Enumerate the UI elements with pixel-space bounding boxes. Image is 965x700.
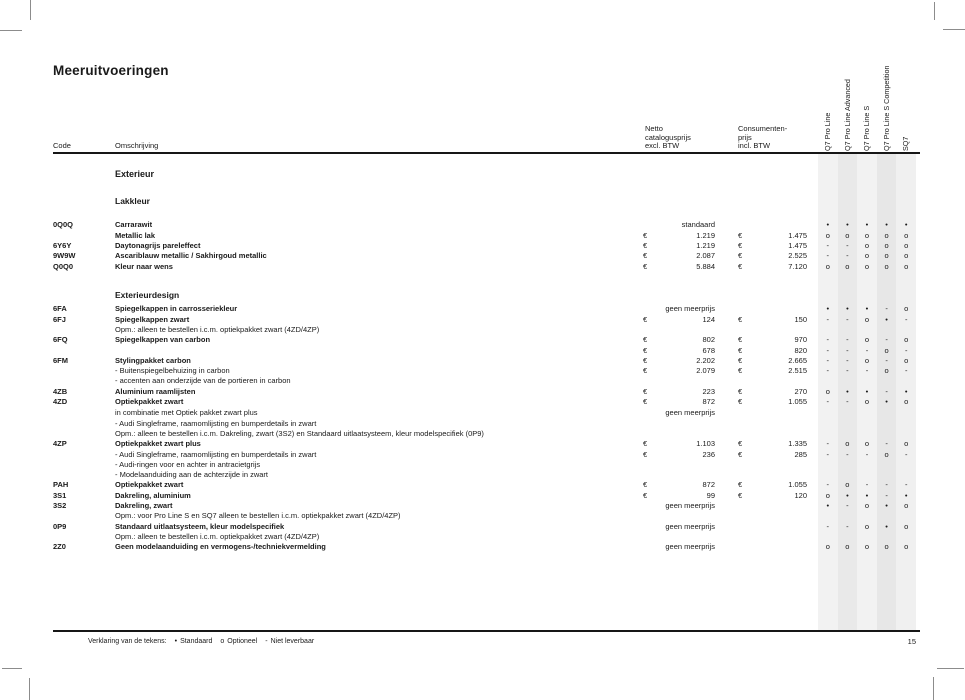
section-heading-exterieur: Exterieur	[115, 169, 155, 179]
option-code: 6FA	[53, 304, 67, 314]
mark-not-available: -	[904, 449, 908, 459]
consumer-price: 2.525	[788, 251, 807, 261]
crop-mark	[29, 678, 30, 700]
net-price: 236	[702, 449, 715, 459]
mark-not-available: -	[826, 251, 830, 261]
option-description: Opm.: alleen te bestellen i.c.m. optiekpakket zwart (4ZD/4ZP)	[115, 531, 320, 541]
option-code: 6FM	[53, 355, 68, 365]
not-available-mark: -	[265, 638, 268, 645]
mark-not-available: -	[846, 501, 849, 511]
option-description: Opm.: alleen te bestellen i.c.m. optiekpakket zwart (4ZD/4ZP)	[115, 324, 320, 334]
mark-not-available: -	[826, 480, 830, 490]
mark-not-available: -	[826, 366, 830, 376]
mark-optional: o	[825, 230, 830, 240]
mark-optional: o	[864, 542, 870, 552]
consumer-price: 150	[794, 314, 807, 324]
header-rule	[53, 152, 920, 154]
mark-optional: o	[884, 261, 889, 271]
legend-item-not-available	[265, 638, 314, 645]
table-row	[0, 511, 965, 521]
table-row	[0, 532, 965, 542]
euro-sign: €	[738, 261, 743, 271]
mark-optional: o	[904, 230, 909, 240]
mark-not-available: -	[904, 345, 908, 355]
mark-standard: •	[865, 490, 869, 500]
mark-optional: o	[845, 542, 850, 552]
mark-not-available: -	[846, 345, 849, 355]
mark-optional: o	[864, 355, 870, 365]
euro-sign: €	[643, 251, 648, 261]
option-code: 9W9W	[53, 251, 76, 261]
option-code: 6FQ	[53, 335, 68, 345]
mark-optional: o	[864, 521, 870, 531]
page-title: Meeruitvoeringen	[53, 63, 169, 78]
crop-mark	[933, 677, 934, 700]
consumer-price: 970	[794, 335, 807, 345]
mark-optional: o	[904, 355, 909, 365]
table-row	[0, 387, 965, 397]
option-description: Kleur naar wens	[115, 261, 173, 271]
mark-not-available: -	[826, 521, 830, 531]
option-description: - Audi Singleframe, raamomlijsting en bumperdetails in zwart	[115, 418, 317, 428]
mark-optional: o	[904, 240, 909, 250]
mark-not-available: -	[826, 314, 830, 324]
mark-optional: o	[864, 230, 870, 240]
mark-not-available: -	[826, 355, 830, 365]
mark-not-available: -	[846, 355, 849, 365]
crop-mark	[2, 668, 22, 669]
price-note: geen meerprijs	[665, 521, 715, 531]
mark-standard: •	[865, 304, 869, 314]
net-price: 2.079	[696, 366, 715, 376]
column-header-line: excl. BTW	[645, 141, 680, 151]
table-row	[0, 419, 965, 429]
mark-standard: •	[846, 220, 849, 230]
legend-item-standard	[175, 638, 213, 645]
net-price: 223	[702, 386, 715, 396]
euro-sign: €	[738, 335, 743, 345]
mark-not-available: -	[885, 335, 888, 345]
euro-sign: €	[738, 251, 743, 261]
consumer-price: 1.475	[788, 230, 807, 240]
column-header-line: Netto	[645, 124, 663, 133]
section-heading-lakkleur: Lakkleur	[115, 196, 150, 206]
footer-rule	[53, 630, 920, 632]
table-row	[0, 397, 965, 407]
mark-optional: o	[904, 251, 909, 261]
mark-standard: •	[826, 501, 830, 511]
table-section-lakkleur	[0, 220, 965, 271]
consumer-price: 820	[794, 345, 807, 355]
mark-not-available: -	[826, 240, 830, 250]
mark-not-available: -	[885, 480, 888, 490]
mark-not-available: -	[846, 314, 849, 324]
mark-optional: o	[845, 230, 850, 240]
mark-optional: o	[825, 542, 830, 552]
table-row	[0, 542, 965, 552]
price-note: geen meerprijs	[665, 408, 715, 418]
mark-standard: •	[904, 220, 908, 230]
mark-optional: o	[825, 490, 830, 500]
option-description: Opm.: voor Pro Line S en SQ7 alleen te bestellen i.c.m. optiekpakket zwart (4ZD/4ZP)	[115, 511, 401, 521]
mark-optional: o	[884, 251, 889, 261]
table-row	[0, 356, 965, 366]
table-row	[0, 522, 965, 532]
table-row	[0, 491, 965, 501]
mark-optional: o	[884, 345, 889, 355]
option-code: 0Q0Q	[53, 220, 74, 230]
option-description: Aluminium raamlijsten	[115, 386, 196, 396]
net-price: 872	[702, 397, 715, 407]
net-price: 2.087	[696, 251, 715, 261]
euro-sign: €	[738, 345, 743, 355]
legend-item-label: Niet leverbaar	[270, 638, 315, 645]
section-heading-exterieurdesign: Exterieurdesign	[115, 290, 180, 300]
mark-standard: •	[904, 490, 908, 500]
euro-sign: €	[738, 449, 743, 459]
option-code: 6FJ	[53, 314, 66, 324]
table-row	[0, 376, 965, 386]
consumer-price: 1.055	[788, 480, 807, 490]
euro-sign: €	[738, 314, 743, 324]
option-description: Carrarawit	[115, 220, 153, 230]
euro-sign: €	[738, 397, 743, 407]
mark-not-available: -	[904, 366, 908, 376]
euro-sign: €	[643, 355, 648, 365]
euro-sign: €	[643, 366, 648, 376]
mark-optional: o	[825, 261, 830, 271]
mark-optional: o	[884, 449, 889, 459]
mark-optional: o	[864, 439, 870, 449]
net-price: 872	[702, 480, 715, 490]
mark-not-available: -	[885, 490, 888, 500]
legend-item-label: Optioneel	[227, 638, 258, 645]
option-description: Ascariblauw metallic / Sakhirgoud metallic	[115, 251, 267, 261]
table-section-exterieurdesign	[0, 304, 965, 407]
crop-mark	[0, 30, 22, 31]
mark-not-available: -	[865, 345, 869, 355]
net-price: 5.884	[696, 261, 715, 271]
table-row	[0, 325, 965, 335]
column-header-net-price	[645, 125, 691, 151]
mark-not-available: -	[846, 449, 849, 459]
table-row	[0, 366, 965, 376]
consumer-price: 270	[794, 386, 807, 396]
column-header-q7-pro-line-s-competition: Q7 Pro Line S Competition	[881, 65, 891, 151]
net-price: 1.103	[696, 439, 715, 449]
table-row	[0, 501, 965, 511]
price-note: geen meerprijs	[665, 304, 715, 314]
euro-sign: €	[643, 439, 648, 449]
mark-optional: o	[884, 542, 889, 552]
table-row	[0, 241, 965, 251]
euro-sign: €	[738, 386, 743, 396]
table-row	[0, 315, 965, 325]
euro-sign: €	[738, 230, 743, 240]
column-header-description: Omschrijving	[115, 141, 159, 150]
consumer-price: 120	[794, 490, 807, 500]
mark-not-available: -	[826, 439, 830, 449]
option-code: 4ZP	[53, 439, 67, 449]
mark-optional: o	[904, 439, 909, 449]
mark-optional: o	[845, 439, 850, 449]
consumer-price: 1.475	[788, 240, 807, 250]
option-description: - Audi-ringen voor en achter in antracietgrijs	[115, 459, 261, 469]
price-note: geen meerprijs	[665, 542, 715, 552]
legend-item-label: Standaard	[180, 638, 213, 645]
euro-sign: €	[643, 240, 648, 250]
euro-sign: €	[738, 480, 743, 490]
option-code: 4ZB	[53, 386, 68, 396]
option-description: Standaard uitlaatsysteem, kleur modelspecifiek	[115, 521, 285, 531]
euro-sign: €	[643, 490, 648, 500]
mark-optional: o	[864, 335, 870, 345]
mark-standard: •	[865, 220, 869, 230]
net-price: 1.219	[696, 240, 715, 250]
mark-optional: o	[864, 501, 870, 511]
euro-sign: €	[643, 397, 648, 407]
mark-not-available: -	[846, 335, 849, 345]
column-header-line: catalogusprijs	[645, 132, 691, 142]
mark-standard: •	[885, 501, 888, 511]
mark-optional: o	[904, 521, 909, 531]
mark-optional: o	[864, 251, 870, 261]
option-description: Metallic lak	[115, 230, 156, 240]
mark-not-available: -	[865, 366, 869, 376]
mark-standard: •	[846, 304, 849, 314]
mark-optional: o	[845, 480, 850, 490]
mark-optional: o	[884, 240, 889, 250]
option-description: Dakreling, zwart	[115, 501, 173, 511]
option-description: Opm.: alleen te bestellen i.c.m. Dakreling, zwart (3S2) en Standaard uitlaatsysteem, kleur modelspecifiek (0P9)	[115, 428, 484, 438]
euro-sign: €	[738, 366, 743, 376]
euro-sign: €	[738, 439, 743, 449]
option-description: Optiekpakket zwart	[115, 480, 184, 490]
mark-standard: •	[846, 490, 849, 500]
mark-optional: o	[904, 304, 909, 314]
mark-optional: o	[864, 240, 870, 250]
mark-standard: •	[885, 397, 888, 407]
net-price: 1.219	[696, 230, 715, 240]
mark-optional: o	[864, 397, 870, 407]
option-description: Spiegelkappen zwart	[115, 314, 190, 324]
euro-sign: €	[738, 240, 743, 250]
crop-mark	[943, 29, 965, 30]
option-description: - Modelaanduiding aan de achterzijde in zwart	[115, 470, 269, 480]
net-price: 2.202	[696, 355, 715, 365]
mark-not-available: -	[885, 355, 888, 365]
mark-not-available: -	[885, 386, 888, 396]
column-header-line: prijs	[738, 132, 752, 142]
option-code: 3S2	[53, 501, 67, 511]
consumer-price: 285	[794, 449, 807, 459]
mark-optional: o	[884, 366, 889, 376]
net-price: 802	[702, 335, 715, 345]
mark-optional: o	[904, 397, 909, 407]
mark-standard: •	[885, 521, 888, 531]
table-row	[0, 231, 965, 241]
table-row	[0, 408, 965, 418]
mark-optional: o	[864, 314, 870, 324]
crop-mark	[937, 668, 964, 669]
option-code: Q0Q0	[53, 261, 74, 271]
mark-not-available: -	[846, 366, 849, 376]
consumer-price: 1.055	[788, 397, 807, 407]
net-price: 124	[702, 314, 715, 324]
option-code: 4ZD	[53, 397, 68, 407]
mark-standard: •	[826, 220, 830, 230]
consumer-price: 2.515	[788, 366, 807, 376]
net-price: 678	[702, 345, 715, 355]
optional-mark: o	[220, 638, 225, 645]
option-code: 3S1	[53, 490, 67, 500]
legend-item-optional	[220, 638, 257, 645]
mark-optional: o	[904, 261, 909, 271]
mark-not-available: -	[846, 251, 849, 261]
euro-sign: €	[738, 490, 743, 500]
option-code: 2Z0	[53, 542, 66, 552]
table-row	[0, 335, 965, 345]
table-row	[0, 460, 965, 470]
option-description: - Audi Singleframe, raamomlijsting en bumperdetails in zwart	[115, 449, 317, 459]
euro-sign: €	[738, 355, 743, 365]
option-description: Stylingpakket carbon	[115, 355, 191, 365]
mark-not-available: -	[885, 439, 888, 449]
table-row	[0, 429, 965, 439]
column-header-line: Consumenten-	[738, 124, 788, 133]
mark-standard: •	[885, 220, 888, 230]
mark-standard: •	[865, 386, 869, 396]
option-description: Dakreling, aluminium	[115, 490, 191, 500]
column-header-line: incl. BTW	[738, 141, 771, 151]
mark-not-available: -	[826, 397, 830, 407]
mark-not-available: -	[865, 480, 869, 490]
mark-standard: •	[885, 314, 888, 324]
column-header-q7-pro-line-advanced: Q7 Pro Line Advanced	[842, 79, 852, 151]
mark-standard: •	[904, 386, 908, 396]
mark-optional: o	[904, 542, 909, 552]
option-description: Optiekpakket zwart	[115, 397, 184, 407]
crop-mark	[934, 2, 935, 20]
net-price: 99	[706, 490, 715, 500]
standard-mark: •	[174, 638, 178, 645]
mark-standard: •	[826, 304, 830, 314]
table-section-optiekpakketten	[0, 408, 965, 552]
mark-not-available: -	[865, 449, 869, 459]
column-header-sq7: SQ7	[901, 136, 911, 151]
column-header-q7-pro-line: Q7 Pro Line	[823, 112, 832, 151]
table-row	[0, 251, 965, 261]
mark-optional: o	[845, 261, 850, 271]
table-row	[0, 304, 965, 314]
euro-sign: €	[643, 261, 648, 271]
table-row	[0, 346, 965, 356]
mark-optional: o	[884, 230, 889, 240]
legend-label: Verklaring van de tekens:	[88, 638, 167, 645]
mark-not-available: -	[826, 335, 830, 345]
mark-not-available: -	[846, 240, 849, 250]
option-code: 0P9	[53, 521, 67, 531]
euro-sign: €	[643, 386, 648, 396]
page-number: 15	[907, 637, 916, 646]
table-row	[0, 439, 965, 449]
mark-not-available: -	[904, 480, 908, 490]
table-row	[0, 220, 965, 230]
column-header-code: Code	[53, 141, 71, 150]
euro-sign: €	[643, 230, 648, 240]
option-description: Optiekpakket zwart plus	[115, 439, 201, 449]
euro-sign: €	[643, 335, 648, 345]
mark-not-available: -	[826, 345, 830, 355]
table-row	[0, 450, 965, 460]
mark-standard: •	[846, 386, 849, 396]
option-code: PAH	[53, 480, 69, 490]
option-description: Spiegelkappen van carbon	[115, 335, 211, 345]
price-note: geen meerprijs	[665, 501, 715, 511]
option-description: in combinatie met Optiek pakket zwart plus	[115, 408, 258, 418]
consumer-price: 7.120	[788, 261, 807, 271]
euro-sign: €	[643, 480, 648, 490]
table-row	[0, 480, 965, 490]
mark-not-available: -	[846, 521, 849, 531]
column-header-q7-pro-line-s: Q7 Pro Line S	[862, 105, 872, 151]
euro-sign: €	[643, 449, 648, 459]
mark-not-available: -	[885, 304, 888, 314]
consumer-price: 1.335	[788, 439, 807, 449]
euro-sign: €	[643, 345, 648, 355]
option-description: - accenten aan onderzijde van de portieren in carbon	[115, 376, 291, 386]
crop-mark	[30, 0, 31, 20]
table-row	[0, 262, 965, 272]
column-header-consumer-price	[738, 125, 787, 151]
option-code: 6Y6Y	[53, 240, 72, 250]
option-description: Spiegelkappen in carrosseriekleur	[115, 304, 238, 314]
consumer-price: 2.665	[788, 355, 807, 365]
mark-not-available: -	[904, 314, 908, 324]
mark-optional: o	[825, 386, 830, 396]
option-description: - Buitenspiegelbehuizing in carbon	[115, 366, 230, 376]
mark-not-available: -	[846, 397, 849, 407]
option-description: Geen modelaanduiding en vermogens-/techniekvermelding	[115, 542, 326, 552]
mark-optional: o	[904, 501, 909, 511]
mark-not-available: -	[826, 449, 830, 459]
symbols-legend	[88, 638, 314, 645]
table-row	[0, 470, 965, 480]
option-description: Daytonagrijs pareleffect	[115, 240, 201, 250]
mark-optional: o	[904, 335, 909, 345]
price-note: standaard	[681, 220, 715, 230]
mark-optional: o	[864, 261, 870, 271]
euro-sign: €	[643, 314, 648, 324]
